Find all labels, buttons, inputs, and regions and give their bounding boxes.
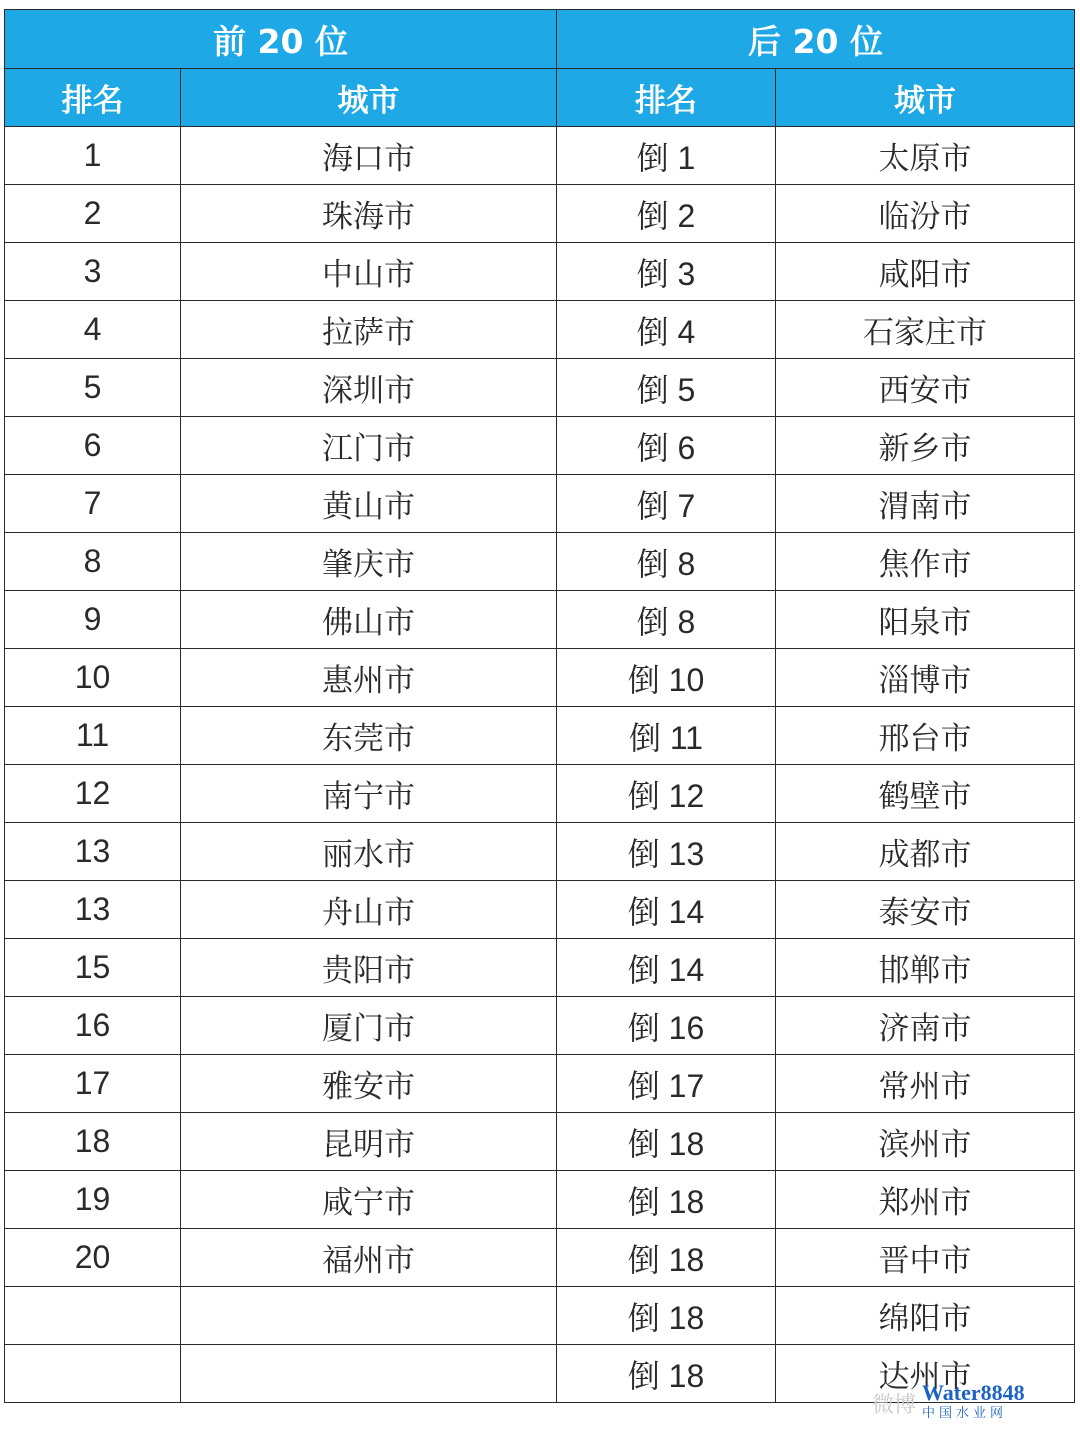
top-city-cell: 江门市 [181, 417, 557, 475]
city-ranking-table [4, 9, 1075, 1403]
bottom-city-cell: 滨州市 [776, 1113, 1075, 1171]
table-row [5, 475, 1075, 533]
bottom-rank-cell: 倒 11 [557, 707, 776, 765]
top-city-cell: 海口市 [181, 127, 557, 185]
top-city-cell [181, 1345, 557, 1403]
bottom-rank-cell: 倒 18 [557, 1345, 776, 1403]
table-row [5, 301, 1075, 359]
top-city-cell: 黄山市 [181, 475, 557, 533]
top-city-cell: 福州市 [181, 1229, 557, 1287]
top-rank-header: 排名 [5, 69, 181, 127]
top-city-cell: 贵阳市 [181, 939, 557, 997]
top-city-cell: 舟山市 [181, 881, 557, 939]
bottom-city-cell: 常州市 [776, 1055, 1075, 1113]
top-rank-cell [5, 1345, 181, 1403]
table-row [5, 417, 1075, 475]
top-city-cell: 珠海市 [181, 185, 557, 243]
bottom-city-cell: 新乡市 [776, 417, 1075, 475]
top-city-cell: 咸宁市 [181, 1171, 557, 1229]
bottom-city-cell: 达州市 [776, 1345, 1075, 1403]
bottom-city-cell: 济南市 [776, 997, 1075, 1055]
bottom-rank-cell: 倒 6 [557, 417, 776, 475]
bottom-city-cell: 绵阳市 [776, 1287, 1075, 1345]
top-rank-cell: 13 [5, 823, 181, 881]
bottom-rank-cell: 倒 10 [557, 649, 776, 707]
top-rank-cell: 1 [5, 127, 181, 185]
bottom-city-cell: 太原市 [776, 127, 1075, 185]
bottom-city-cell: 邯郸市 [776, 939, 1075, 997]
bottom-city-cell: 泰安市 [776, 881, 1075, 939]
bottom-rank-cell: 倒 8 [557, 591, 776, 649]
table-row [5, 997, 1075, 1055]
bottom-rank-cell: 倒 13 [557, 823, 776, 881]
top-rank-cell: 12 [5, 765, 181, 823]
top-rank-cell: 15 [5, 939, 181, 997]
bottom-rank-cell: 倒 4 [557, 301, 776, 359]
bottom-rank-header: 排名 [557, 69, 776, 127]
table-row [5, 185, 1075, 243]
top-rank-cell: 19 [5, 1171, 181, 1229]
top-city-cell: 深圳市 [181, 359, 557, 417]
bottom-city-cell: 鹤壁市 [776, 765, 1075, 823]
bottom-rank-cell: 倒 5 [557, 359, 776, 417]
top-city-cell: 丽水市 [181, 823, 557, 881]
table-row [5, 533, 1075, 591]
bottom-rank-cell: 倒 16 [557, 997, 776, 1055]
watermark-sub: 中国水业网 [922, 1406, 1008, 1421]
bottom-city-cell: 淄博市 [776, 649, 1075, 707]
bottom-rank-cell: 倒 12 [557, 765, 776, 823]
bottom-city-cell: 石家庄市 [776, 301, 1075, 359]
table-row [5, 1287, 1075, 1345]
bottom-city-cell: 成都市 [776, 823, 1075, 881]
table-row [5, 649, 1075, 707]
top-rank-cell: 8 [5, 533, 181, 591]
table-row [5, 823, 1075, 881]
table-row [5, 939, 1075, 997]
top-rank-cell: 2 [5, 185, 181, 243]
bottom-rank-cell: 倒 14 [557, 939, 776, 997]
bottom-city-cell: 邢台市 [776, 707, 1075, 765]
bottom-city-cell: 阳泉市 [776, 591, 1075, 649]
bottom-rank-cell: 倒 2 [557, 185, 776, 243]
bottom-city-cell: 焦作市 [776, 533, 1075, 591]
table-row [5, 881, 1075, 939]
top-rank-cell: 18 [5, 1113, 181, 1171]
top-rank-cell: 11 [5, 707, 181, 765]
top-rank-cell: 7 [5, 475, 181, 533]
top-city-cell: 中山市 [181, 243, 557, 301]
top-rank-cell: 9 [5, 591, 181, 649]
bottom-city-cell: 咸阳市 [776, 243, 1075, 301]
table-row [5, 591, 1075, 649]
table-row [5, 707, 1075, 765]
bottom20-title: 后 20 位 [557, 10, 1075, 69]
table-row [5, 1113, 1075, 1171]
bottom-city-cell: 西安市 [776, 359, 1075, 417]
bottom-rank-cell: 倒 1 [557, 127, 776, 185]
top-city-cell: 拉萨市 [181, 301, 557, 359]
top-rank-cell: 13 [5, 881, 181, 939]
top-rank-cell: 6 [5, 417, 181, 475]
table-row [5, 1229, 1075, 1287]
top-city-cell: 南宁市 [181, 765, 557, 823]
top-city-cell: 雅安市 [181, 1055, 557, 1113]
table-row [5, 1171, 1075, 1229]
top-rank-cell: 4 [5, 301, 181, 359]
column-header-row [5, 69, 1075, 127]
top-rank-cell: 17 [5, 1055, 181, 1113]
bottom-rank-cell: 倒 14 [557, 881, 776, 939]
table-row [5, 765, 1075, 823]
bottom-rank-cell: 倒 7 [557, 475, 776, 533]
top-city-cell [181, 1287, 557, 1345]
bottom-city-cell: 郑州市 [776, 1171, 1075, 1229]
top-rank-cell [5, 1287, 181, 1345]
top-rank-cell: 5 [5, 359, 181, 417]
top-rank-cell: 16 [5, 997, 181, 1055]
bottom-rank-cell: 倒 18 [557, 1229, 776, 1287]
table-row [5, 243, 1075, 301]
watermark [872, 1380, 1072, 1420]
top-city-cell: 厦门市 [181, 997, 557, 1055]
top-rank-cell: 10 [5, 649, 181, 707]
bottom-rank-cell: 倒 18 [557, 1113, 776, 1171]
top-city-cell: 佛山市 [181, 591, 557, 649]
group-header-row [5, 10, 1075, 69]
weibo-mark: 微博 [872, 1393, 917, 1418]
watermark-brand: Water8848 [922, 1380, 1025, 1405]
bottom-city-header: 城市 [776, 69, 1075, 127]
bottom-rank-cell: 倒 18 [557, 1171, 776, 1229]
top-rank-cell: 3 [5, 243, 181, 301]
top-rank-cell: 20 [5, 1229, 181, 1287]
bottom-rank-cell: 倒 3 [557, 243, 776, 301]
bottom-city-cell: 渭南市 [776, 475, 1075, 533]
bottom-city-cell: 晋中市 [776, 1229, 1075, 1287]
top-city-cell: 肇庆市 [181, 533, 557, 591]
top-city-header: 城市 [181, 69, 557, 127]
table-row [5, 127, 1075, 185]
table-row [5, 359, 1075, 417]
top-city-cell: 昆明市 [181, 1113, 557, 1171]
table-body [5, 127, 1075, 1403]
top20-title: 前 20 位 [5, 10, 557, 69]
bottom-rank-cell: 倒 18 [557, 1287, 776, 1345]
top-city-cell: 惠州市 [181, 649, 557, 707]
bottom-rank-cell: 倒 17 [557, 1055, 776, 1113]
table-row [5, 1055, 1075, 1113]
bottom-city-cell: 临汾市 [776, 185, 1075, 243]
top-city-cell: 东莞市 [181, 707, 557, 765]
bottom-rank-cell: 倒 8 [557, 533, 776, 591]
